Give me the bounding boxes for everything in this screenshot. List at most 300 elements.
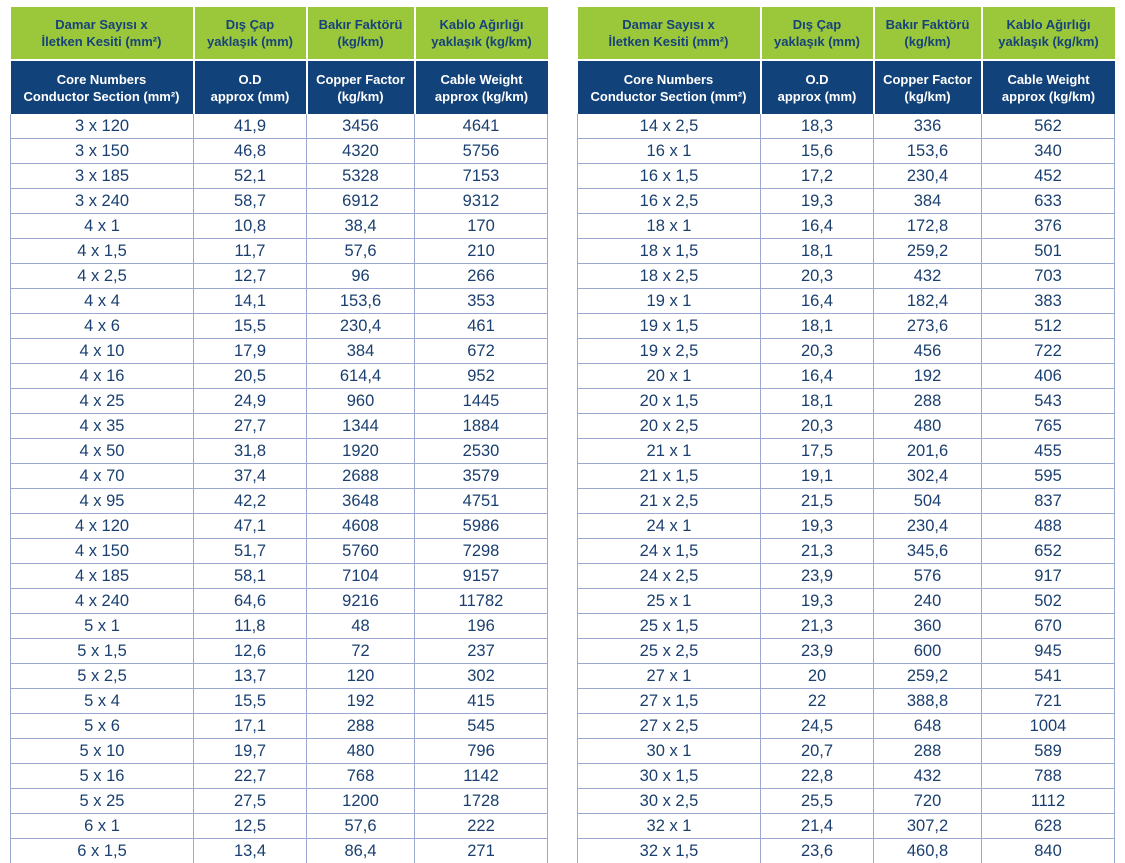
cell-outer-diameter: 37,4 [194,464,307,489]
cell-outer-diameter: 20,5 [194,364,307,389]
cell-copper-factor: 388,8 [874,689,982,714]
cell-copper-factor: 153,6 [307,289,415,314]
cell-cable-weight: 502 [982,589,1115,614]
cell-copper-factor: 614,4 [307,364,415,389]
cell-cable-weight: 170 [415,214,548,239]
cell-copper-factor: 432 [874,264,982,289]
header-od-tr [194,7,307,60]
cell-core-section: 21 x 1,5 [578,464,761,489]
table-row [578,239,1115,264]
cell-outer-diameter: 19,3 [761,589,874,614]
cell-copper-factor: 230,4 [874,164,982,189]
table-row [11,764,548,789]
table-row [578,839,1115,863]
cell-core-section: 5 x 25 [11,789,194,814]
cell-copper-factor: 273,6 [874,314,982,339]
table-row [578,514,1115,539]
cell-copper-factor: 460,8 [874,839,982,863]
cell-copper-factor: 480 [307,739,415,764]
cell-outer-diameter: 47,1 [194,514,307,539]
turkish-header-row [578,7,1115,60]
cell-copper-factor: 7104 [307,564,415,589]
cell-core-section: 20 x 2,5 [578,414,761,439]
header-copper-tr [307,7,415,60]
table-row [11,289,548,314]
cell-core-section: 4 x 50 [11,439,194,464]
cell-outer-diameter: 16,4 [761,214,874,239]
cell-copper-factor: 600 [874,639,982,664]
cell-cable-weight: 1445 [415,389,548,414]
cell-outer-diameter: 22,8 [761,764,874,789]
cell-outer-diameter: 22,7 [194,764,307,789]
table-row [578,439,1115,464]
english-header-row [11,60,548,114]
cell-outer-diameter: 31,8 [194,439,307,464]
cell-core-section: 6 x 1 [11,814,194,839]
header-core-en [578,60,761,114]
table-row [11,464,548,489]
cell-copper-factor: 576 [874,564,982,589]
table-row [578,739,1115,764]
header-core-en [11,60,194,114]
cell-copper-factor: 240 [874,589,982,614]
header-od-tr-label: Dış Çap yaklaşık (mm) [207,17,293,49]
cell-outer-diameter: 41,9 [194,114,307,139]
cell-copper-factor: 384 [874,189,982,214]
cell-core-section: 3 x 120 [11,114,194,139]
cell-outer-diameter: 14,1 [194,289,307,314]
header-weight-en [415,60,548,114]
cell-outer-diameter: 52,1 [194,164,307,189]
cell-core-section: 16 x 1 [578,139,761,164]
cell-copper-factor: 456 [874,339,982,364]
cell-cable-weight: 5986 [415,514,548,539]
cell-copper-factor: 120 [307,664,415,689]
cell-outer-diameter: 20,3 [761,264,874,289]
table-row [578,414,1115,439]
cell-copper-factor: 259,2 [874,664,982,689]
table-row [11,839,548,863]
cell-copper-factor: 48 [307,614,415,639]
cell-outer-diameter: 15,5 [194,689,307,714]
cell-cable-weight: 196 [415,614,548,639]
table-row [578,539,1115,564]
cell-outer-diameter: 11,7 [194,239,307,264]
cell-core-section: 4 x 4 [11,289,194,314]
cell-cable-weight: 1004 [982,714,1115,739]
header-od-en [194,60,307,114]
cell-cable-weight: 512 [982,314,1115,339]
table-row [11,564,548,589]
cell-outer-diameter: 20 [761,664,874,689]
cell-outer-diameter: 17,9 [194,339,307,364]
cell-cable-weight: 340 [982,139,1115,164]
table-row [11,114,548,139]
cell-core-section: 21 x 1 [578,439,761,464]
cell-outer-diameter: 12,6 [194,639,307,664]
cell-outer-diameter: 42,2 [194,489,307,514]
table-row [578,564,1115,589]
table-row [578,614,1115,639]
cell-copper-factor: 336 [874,114,982,139]
cell-cable-weight: 840 [982,839,1115,863]
cell-cable-weight: 488 [982,514,1115,539]
cell-cable-weight: 222 [415,814,548,839]
table-row [11,239,548,264]
table-row [578,489,1115,514]
cell-copper-factor: 3456 [307,114,415,139]
cell-cable-weight: 788 [982,764,1115,789]
cell-core-section: 5 x 1 [11,614,194,639]
cell-cable-weight: 237 [415,639,548,664]
cell-core-section: 24 x 1 [578,514,761,539]
table-row [578,189,1115,214]
left-cable-table [10,7,548,863]
cell-cable-weight: 383 [982,289,1115,314]
table-row [11,714,548,739]
cell-outer-diameter: 17,2 [761,164,874,189]
cell-copper-factor: 5760 [307,539,415,564]
cell-outer-diameter: 20,3 [761,339,874,364]
cell-outer-diameter: 20,7 [761,739,874,764]
cell-core-section: 32 x 1,5 [578,839,761,863]
table-row [11,614,548,639]
header-weight-en [982,60,1115,114]
cell-outer-diameter: 10,8 [194,214,307,239]
cell-copper-factor: 480 [874,414,982,439]
right-cable-table [577,7,1115,863]
cell-core-section: 30 x 1,5 [578,764,761,789]
cell-cable-weight: 376 [982,214,1115,239]
cell-cable-weight: 271 [415,839,548,863]
cell-core-section: 25 x 1 [578,589,761,614]
table-row [578,714,1115,739]
cell-outer-diameter: 22 [761,689,874,714]
cell-cable-weight: 595 [982,464,1115,489]
table-row [578,689,1115,714]
table-row [578,289,1115,314]
header-weight-en-label: Cable Weight approx (kg/km) [435,72,528,104]
header-core-tr [578,7,761,60]
cell-copper-factor: 201,6 [874,439,982,464]
cell-core-section: 5 x 2,5 [11,664,194,689]
header-weight-tr [982,7,1115,60]
cell-outer-diameter: 16,4 [761,364,874,389]
table-row [578,464,1115,489]
header-weight-tr [415,7,548,60]
cell-core-section: 3 x 150 [11,139,194,164]
cell-core-section: 3 x 185 [11,164,194,189]
cell-core-section: 4 x 1 [11,214,194,239]
cell-core-section: 25 x 2,5 [578,639,761,664]
cell-core-section: 4 x 35 [11,414,194,439]
cell-copper-factor: 1200 [307,789,415,814]
table-row [11,139,548,164]
cell-outer-diameter: 20,3 [761,414,874,439]
cell-core-section: 24 x 1,5 [578,539,761,564]
cell-copper-factor: 230,4 [874,514,982,539]
cell-cable-weight: 452 [982,164,1115,189]
cell-outer-diameter: 19,3 [761,189,874,214]
table-row [578,814,1115,839]
cell-copper-factor: 1344 [307,414,415,439]
cell-cable-weight: 765 [982,414,1115,439]
table-row [11,189,548,214]
table-row [578,264,1115,289]
cell-outer-diameter: 58,1 [194,564,307,589]
cell-cable-weight: 672 [415,339,548,364]
table-row [11,264,548,289]
cell-cable-weight: 9312 [415,189,548,214]
cell-core-section: 4 x 95 [11,489,194,514]
cell-core-section: 4 x 70 [11,464,194,489]
cell-copper-factor: 6912 [307,189,415,214]
header-copper-en-label: Copper Factor (kg/km) [316,72,405,104]
header-weight-en-label: Cable Weight approx (kg/km) [1002,72,1095,104]
cell-outer-diameter: 24,9 [194,389,307,414]
cell-cable-weight: 1112 [982,789,1115,814]
cell-cable-weight: 1884 [415,414,548,439]
table-row [11,814,548,839]
cell-cable-weight: 917 [982,564,1115,589]
cell-outer-diameter: 27,5 [194,789,307,814]
table-row [11,514,548,539]
cell-outer-diameter: 21,3 [761,539,874,564]
table-row [11,664,548,689]
cell-core-section: 14 x 2,5 [578,114,761,139]
table-row [578,114,1115,139]
cell-outer-diameter: 11,8 [194,614,307,639]
header-od-tr [761,7,874,60]
cell-core-section: 18 x 1,5 [578,239,761,264]
cell-outer-diameter: 16,4 [761,289,874,314]
cell-copper-factor: 384 [307,339,415,364]
header-weight-tr-label: Kablo Ağırlığı yaklaşık (kg/km) [998,17,1098,49]
cell-copper-factor: 4608 [307,514,415,539]
cell-core-section: 27 x 2,5 [578,714,761,739]
cell-core-section: 4 x 240 [11,589,194,614]
cell-copper-factor: 302,4 [874,464,982,489]
cell-cable-weight: 796 [415,739,548,764]
table-row [578,364,1115,389]
cell-cable-weight: 210 [415,239,548,264]
cell-copper-factor: 960 [307,389,415,414]
cell-copper-factor: 648 [874,714,982,739]
cell-copper-factor: 9216 [307,589,415,614]
cell-copper-factor: 720 [874,789,982,814]
cell-copper-factor: 192 [307,689,415,714]
turkish-header-row [11,7,548,60]
cell-cable-weight: 589 [982,739,1115,764]
cell-core-section: 18 x 2,5 [578,264,761,289]
table-row [11,489,548,514]
header-copper-en [307,60,415,114]
cell-outer-diameter: 64,6 [194,589,307,614]
table-row [578,389,1115,414]
cell-core-section: 4 x 185 [11,564,194,589]
cell-copper-factor: 288 [307,714,415,739]
cell-core-section: 20 x 1 [578,364,761,389]
cell-copper-factor: 72 [307,639,415,664]
cell-copper-factor: 2688 [307,464,415,489]
header-od-en-label: O.D approx (mm) [211,72,290,104]
cell-copper-factor: 288 [874,389,982,414]
cell-outer-diameter: 12,5 [194,814,307,839]
cell-cable-weight: 455 [982,439,1115,464]
cell-core-section: 4 x 16 [11,364,194,389]
cell-core-section: 19 x 1 [578,289,761,314]
header-core-tr-label: Damar Sayısı x İletken Kesiti (mm²) [42,17,162,49]
table-row [578,664,1115,689]
cell-cable-weight: 721 [982,689,1115,714]
cell-outer-diameter: 13,4 [194,839,307,863]
cell-core-section: 19 x 2,5 [578,339,761,364]
cell-core-section: 4 x 120 [11,514,194,539]
table-row [11,689,548,714]
cell-outer-diameter: 18,3 [761,114,874,139]
cell-core-section: 30 x 2,5 [578,789,761,814]
table-row [578,214,1115,239]
cell-copper-factor: 192 [874,364,982,389]
table-row [11,164,548,189]
cell-core-section: 20 x 1,5 [578,389,761,414]
header-copper-tr [874,7,982,60]
cell-core-section: 21 x 2,5 [578,489,761,514]
cell-copper-factor: 57,6 [307,239,415,264]
cell-cable-weight: 1728 [415,789,548,814]
cell-cable-weight: 543 [982,389,1115,414]
table-row [11,639,548,664]
cell-copper-factor: 345,6 [874,539,982,564]
table-row [578,314,1115,339]
cell-cable-weight: 353 [415,289,548,314]
cell-cable-weight: 11782 [415,589,548,614]
cell-cable-weight: 406 [982,364,1115,389]
cell-copper-factor: 153,6 [874,139,982,164]
cell-core-section: 27 x 1 [578,664,761,689]
cell-outer-diameter: 21,5 [761,489,874,514]
table-row [11,214,548,239]
cell-copper-factor: 182,4 [874,289,982,314]
cell-outer-diameter: 46,8 [194,139,307,164]
table-row [11,339,548,364]
cell-cable-weight: 628 [982,814,1115,839]
cell-outer-diameter: 18,1 [761,314,874,339]
cell-outer-diameter: 23,6 [761,839,874,863]
cell-outer-diameter: 18,1 [761,389,874,414]
cell-core-section: 27 x 1,5 [578,689,761,714]
english-header-row [578,60,1115,114]
cell-core-section: 25 x 1,5 [578,614,761,639]
table-row [11,739,548,764]
cell-core-section: 5 x 10 [11,739,194,764]
cell-cable-weight: 652 [982,539,1115,564]
cell-core-section: 4 x 2,5 [11,264,194,289]
cell-core-section: 5 x 4 [11,689,194,714]
cell-cable-weight: 302 [415,664,548,689]
cell-cable-weight: 501 [982,239,1115,264]
cell-outer-diameter: 51,7 [194,539,307,564]
table-row [11,314,548,339]
cell-copper-factor: 504 [874,489,982,514]
cell-cable-weight: 4751 [415,489,548,514]
cell-core-section: 6 x 1,5 [11,839,194,863]
table-row [578,139,1115,164]
table-row [11,789,548,814]
cell-cable-weight: 7153 [415,164,548,189]
cell-cable-weight: 633 [982,189,1115,214]
cell-copper-factor: 307,2 [874,814,982,839]
header-core-tr [11,7,194,60]
cell-copper-factor: 86,4 [307,839,415,863]
table-row [578,164,1115,189]
cell-core-section: 5 x 6 [11,714,194,739]
cell-copper-factor: 230,4 [307,314,415,339]
cell-core-section: 4 x 1,5 [11,239,194,264]
header-od-en-label: O.D approx (mm) [778,72,857,104]
cell-core-section: 18 x 1 [578,214,761,239]
cell-core-section: 4 x 10 [11,339,194,364]
header-od-en [761,60,874,114]
cell-copper-factor: 5328 [307,164,415,189]
cell-cable-weight: 461 [415,314,548,339]
cell-core-section: 16 x 1,5 [578,164,761,189]
table-row [11,389,548,414]
header-copper-tr-label: Bakır Faktörü (kg/km) [319,17,403,49]
header-copper-en [874,60,982,114]
cell-cable-weight: 562 [982,114,1115,139]
cell-copper-factor: 3648 [307,489,415,514]
cell-copper-factor: 259,2 [874,239,982,264]
cell-copper-factor: 172,8 [874,214,982,239]
table-row [11,414,548,439]
cell-core-section: 30 x 1 [578,739,761,764]
cell-core-section: 19 x 1,5 [578,314,761,339]
cell-core-section: 3 x 240 [11,189,194,214]
cell-outer-diameter: 17,1 [194,714,307,739]
cell-outer-diameter: 23,9 [761,564,874,589]
table-row [578,764,1115,789]
cell-outer-diameter: 27,7 [194,414,307,439]
cell-copper-factor: 288 [874,739,982,764]
cell-outer-diameter: 21,4 [761,814,874,839]
table-row [578,789,1115,814]
cell-outer-diameter: 13,7 [194,664,307,689]
cell-cable-weight: 4641 [415,114,548,139]
cell-copper-factor: 768 [307,764,415,789]
cell-copper-factor: 96 [307,264,415,289]
cell-cable-weight: 1142 [415,764,548,789]
cell-copper-factor: 57,6 [307,814,415,839]
cell-cable-weight: 952 [415,364,548,389]
table-row [11,539,548,564]
cell-cable-weight: 3579 [415,464,548,489]
table-row [578,589,1115,614]
cell-cable-weight: 722 [982,339,1115,364]
cell-copper-factor: 4320 [307,139,415,164]
cell-outer-diameter: 58,7 [194,189,307,214]
header-copper-tr-label: Bakır Faktörü (kg/km) [886,17,970,49]
cell-core-section: 4 x 6 [11,314,194,339]
cell-copper-factor: 432 [874,764,982,789]
cell-core-section: 4 x 25 [11,389,194,414]
cell-cable-weight: 541 [982,664,1115,689]
cell-copper-factor: 360 [874,614,982,639]
table-row [11,364,548,389]
cell-core-section: 5 x 1,5 [11,639,194,664]
cell-copper-factor: 1920 [307,439,415,464]
cell-cable-weight: 703 [982,264,1115,289]
